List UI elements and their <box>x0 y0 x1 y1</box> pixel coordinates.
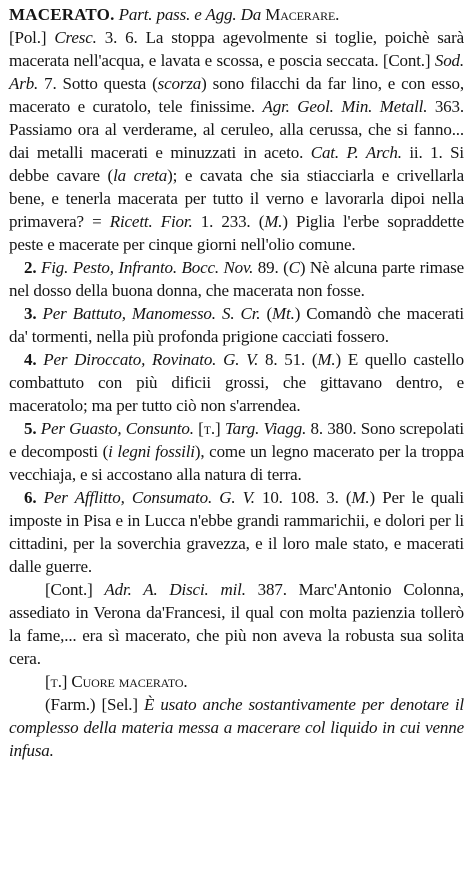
editor-mark: [t.] <box>193 419 225 438</box>
text-span: 363. Passiamo ora al verderame, al ceruleo, alla cerussa, che si fanno... dai metalli macerati e minuzzati in aceto. <box>9 97 464 162</box>
sense-number: 3. <box>24 304 37 323</box>
sense-gloss: Per Guasto, Consunto. <box>36 419 194 438</box>
gloss: scorza <box>157 74 202 93</box>
pharmacy-note <box>9 693 464 762</box>
usage-note: È usato anche sostantivamente per denotare il complesso della materia messa a macerare col liquido in cui venne infusa. <box>9 695 464 760</box>
etymology-word: Macerare. <box>265 5 340 24</box>
sense-gloss: Fig. Pesto, Infranto. Bocc. Nov. <box>36 258 254 277</box>
text-span: ii. 1. Si debbe cavare ( <box>9 143 464 185</box>
source-ref: Agr. Geol. Min. Metall. <box>262 97 428 116</box>
text-span: ) E quello castello combattuto con più dificii grossi, che gittavano dentro, e maceratolo; ma per tutto ciò non s'arrendea. <box>9 350 465 415</box>
etymology-prefix: Da <box>240 5 262 24</box>
source-ref: Targ. Viagg. <box>224 419 307 438</box>
text-span: ) Per le quali imposte in Pisa e in Lucca n'ebbe grandi rammarichii, e dolori per li cittadini, per la soverchia gravezza, e il loro male stato, e macerati dalle guerre. <box>9 488 464 576</box>
entry-definition <box>9 3 464 256</box>
source-ref: Ricett. Fior. <box>109 212 193 231</box>
gloss: i legni fossili <box>108 442 195 461</box>
text-span: ( <box>260 304 272 323</box>
grammar-note: Part. pass. e Agg. <box>118 5 237 24</box>
sense-gloss: Per Battuto, Manomesso. S. Cr. <box>36 304 261 323</box>
text-span: ); e cavata che sia stiacciarla e crivellarla bene, e tenerla macerata per tutto il verno e lavorarla dipoi nella primavera? = <box>9 166 465 231</box>
text-span: (Farm.) [Sel.] <box>45 695 144 714</box>
phrase-example <box>9 670 464 693</box>
source-ref: Cresc. <box>54 28 97 47</box>
text-span: 10. 108. 3. ( <box>254 488 352 507</box>
source-marker: Mt. <box>272 304 295 323</box>
text-span: 89. ( <box>253 258 289 277</box>
text-span: [Pol.] <box>9 28 55 47</box>
text-span: ) Comandò che macerati da' tormenti, nella più profonda prigione cacciati fossero. <box>9 304 464 346</box>
citation-cont <box>9 578 464 670</box>
text-span: ) sono filacchi da far lino, e con esso, macerato e curatolo, tele finissime. <box>9 74 464 116</box>
text-span: ) Nè alcuna parte rimase nel dosso della buona donna, che macerata non fosse. <box>9 258 464 300</box>
text-span: 387. Marc'Antonio Colonna, assediato in Verona da'Francesi, il qual con molta pazienzia tollerò la fame,... era sì macerato, che più non aveva la robusta sua solita cera. <box>9 580 464 668</box>
text-span: 3. 6. La stoppa agevolmente si toglie, poichè sarà macerata nell'acqua, e lavata e scossa, e poscia seccata. [Cont.] <box>9 28 464 70</box>
headword: MACERATO. <box>9 5 115 24</box>
source-marker: M. <box>351 488 370 507</box>
gloss: la creta <box>113 166 168 185</box>
source-ref: Adr. A. Disci. mil. <box>104 580 246 599</box>
text-span: ) Piglia l'erbe sopraddette peste e macerate per cinque giorni nell'olio comune. <box>9 212 464 254</box>
sense-5 <box>9 417 464 486</box>
text-span: 7. Sotto questa ( <box>38 74 158 93</box>
sense-2 <box>9 256 464 302</box>
text-span: 8. 51. ( <box>258 350 318 369</box>
text-span: [t.] Cuore macerato. <box>45 672 188 691</box>
sense-gloss: Per Afflitto, Consumato. G. V. <box>36 488 255 507</box>
sense-number: 2. <box>24 258 37 277</box>
sense-6 <box>9 486 464 578</box>
source-ref: Sod. Arb. <box>9 51 464 93</box>
text-span: [Cont.] <box>45 580 105 599</box>
text-span: ), come un legno macerato per la troppa vecchiaja, e si accostano alla natura di terra. <box>9 442 465 484</box>
sense-gloss: Per Diroccato, Rovinato. G. V. <box>36 350 259 369</box>
source-marker: M. <box>317 350 336 369</box>
source-marker: M. <box>264 212 283 231</box>
sense-3 <box>9 302 464 348</box>
source-marker: C <box>288 258 300 277</box>
sense-number: 5. <box>24 419 37 438</box>
sense-4 <box>9 348 464 417</box>
text-span: 8. 380. Sono screpolati e decomposti ( <box>9 419 464 461</box>
sense-number: 4. <box>24 350 37 369</box>
text-span: 1. 233. ( <box>192 212 265 231</box>
source-ref: Cat. P. Arch. <box>310 143 402 162</box>
sense-number: 6. <box>24 488 37 507</box>
